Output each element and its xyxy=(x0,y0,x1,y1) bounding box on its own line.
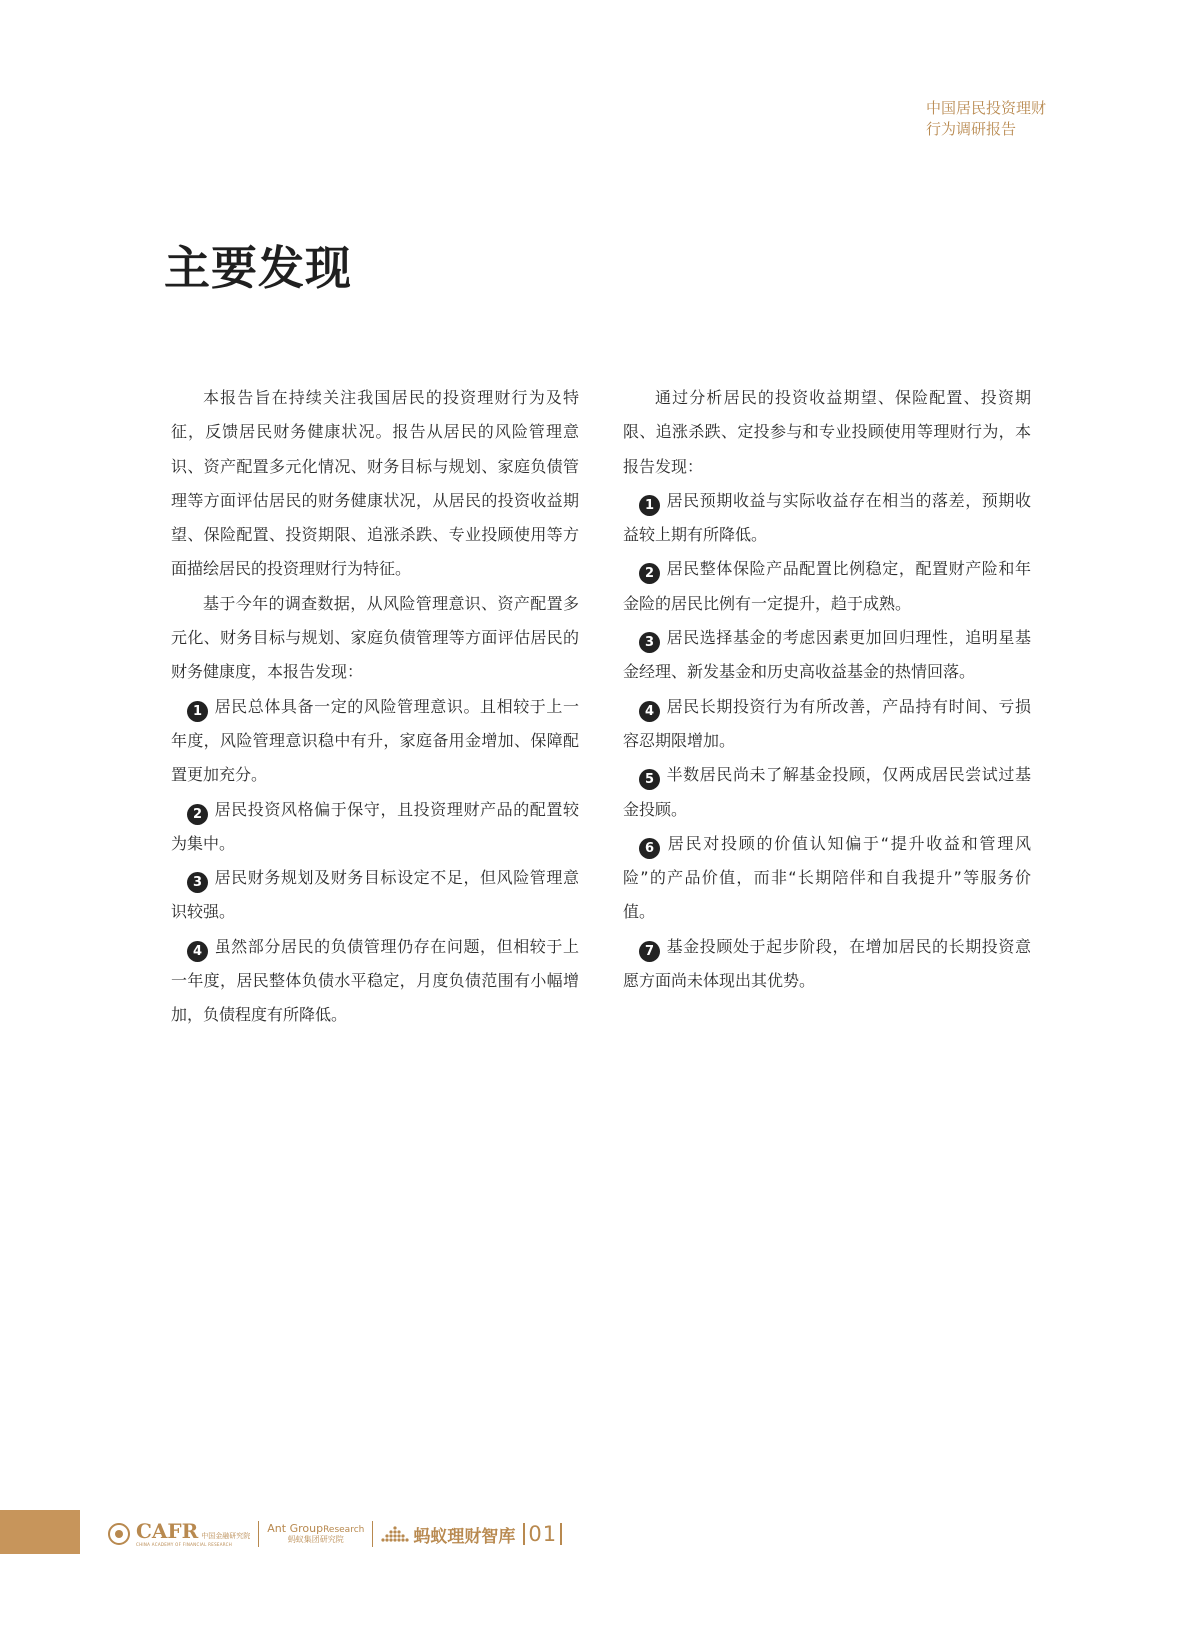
finding-item xyxy=(623,930,1031,999)
cafr-brand: CAFR xyxy=(136,1519,199,1543)
ant-group-name: Ant Group xyxy=(267,1522,324,1536)
finding-text: 半数居民尚未了解基金投顾，仅两成居民尝试过基金投顾。 xyxy=(623,765,1031,819)
cafr-logo xyxy=(136,1521,250,1547)
ant-chinese-name: 蚂蚁集团研究院 xyxy=(287,1535,344,1545)
header-line-2: 行为调研报告 xyxy=(926,120,1017,138)
right-column xyxy=(623,381,1031,998)
finding-text: 居民财务规划及财务目标设定不足，但风险管理意识较强。 xyxy=(171,868,579,922)
cafr-seal-icon xyxy=(108,1523,130,1545)
finding-item xyxy=(171,793,579,862)
header-line-1: 中国居民投资理财 xyxy=(926,99,1047,117)
finding-item xyxy=(623,690,1031,759)
number-badge: 2 xyxy=(187,804,208,825)
finding-text: 居民整体保险产品配置比例稳定，配置财产险和年金险的居民比例有一定提升，趋于成熟。 xyxy=(623,559,1031,613)
finding-item xyxy=(623,484,1031,553)
finding-text: 虽然部分居民的负债管理仍存在问题，但相较于上一年度，居民整体负债水平稳定，月度负债范围有小幅增加，负债程度有所降低。 xyxy=(171,936,579,1025)
finding-item xyxy=(623,621,1031,690)
finding-item xyxy=(171,930,579,1033)
lead-paragraph: 基于今年的调查数据，从风险管理意识、资产配置多元化、财务目标与规划、家庭负债管理等方面评估居民的财务健康度，本报告发现： xyxy=(171,593,579,682)
lead-paragraph: 通过分析居民的投资收益期望、保险配置、投资期限、追涨杀跌、定投参与和专业投顾使用等理财行为，本报告发现： xyxy=(623,388,1031,476)
intro-paragraph: 本报告旨在持续关注我国居民的投资理财行为及特征，反馈居民财务健康状况。报告从居民的风险管理意识、资产配置多元化情况、财务目标与规划、家庭负债管理等方面评估居民的财务健康状况，从居民的投资收益期望、保险配置、投资期限、追涨杀跌、专业投顾使用等方面描绘居民的投资理财行为特征。 xyxy=(171,388,579,579)
footer xyxy=(108,1514,562,1554)
finding-item xyxy=(171,690,579,793)
number-badge: 5 xyxy=(639,769,660,790)
footer-accent-bar xyxy=(0,1510,80,1554)
mayi-think-tank-label: 蚂蚁理财智库 xyxy=(413,1526,516,1547)
mayi-dots-icon xyxy=(381,1525,409,1543)
finding-item xyxy=(171,861,579,930)
number-badge: 1 xyxy=(639,495,660,516)
finding-text: 居民选择基金的考虑因素更加回归理性，追明星基金经理、新发基金和历史高收益基金的热情回落。 xyxy=(623,628,1031,682)
number-badge: 2 xyxy=(639,563,660,584)
divider xyxy=(258,1521,259,1547)
number-badge: 4 xyxy=(187,941,208,962)
finding-text: 居民对投顾的价值认知偏于“提升收益和管理风险”的产品价值，而非“长期陪伴和自我提升”等服务价值。 xyxy=(623,833,1031,922)
divider xyxy=(372,1521,373,1547)
finding-text: 居民长期投资行为有所改善，产品持有时间、亏损容忍期限增加。 xyxy=(623,696,1031,750)
number-badge: 3 xyxy=(639,632,660,653)
number-badge: 1 xyxy=(187,701,208,722)
number-badge: 6 xyxy=(639,838,660,859)
number-badge: 7 xyxy=(639,941,660,962)
finding-text: 居民预期收益与实际收益存在相当的落差，预期收益较上期有所降低。 xyxy=(623,490,1031,545)
ant-research-label: Research xyxy=(323,1525,365,1536)
finding-text: 基金投顾处于起步阶段，在增加居民的长期投资意愿方面尚未体现出其优势。 xyxy=(623,936,1031,991)
cafr-chinese-name: 中国金融研究院 xyxy=(201,1532,251,1540)
ant-group-research-logo xyxy=(267,1523,364,1545)
finding-item xyxy=(623,827,1031,930)
finding-item xyxy=(623,758,1031,827)
running-header xyxy=(926,98,1046,140)
finding-text: 居民总体具备一定的风险管理意识。且相较于上一年度，风险管理意识稳中有升，家庭备用金增加、保障配置更加充分。 xyxy=(171,696,579,785)
number-badge: 4 xyxy=(639,701,660,722)
number-badge: 3 xyxy=(187,872,208,893)
page-title: 主要发现 xyxy=(164,241,352,295)
finding-item xyxy=(623,552,1031,621)
cafr-english-name: CHINA ACADEMY OF FINANCIAL RESEARCH xyxy=(136,1542,233,1547)
finding-text: 居民投资风格偏于保守，且投资理财产品的配置较为集中。 xyxy=(171,799,579,853)
page-number: 01 xyxy=(523,1523,562,1545)
left-column xyxy=(171,381,579,1033)
